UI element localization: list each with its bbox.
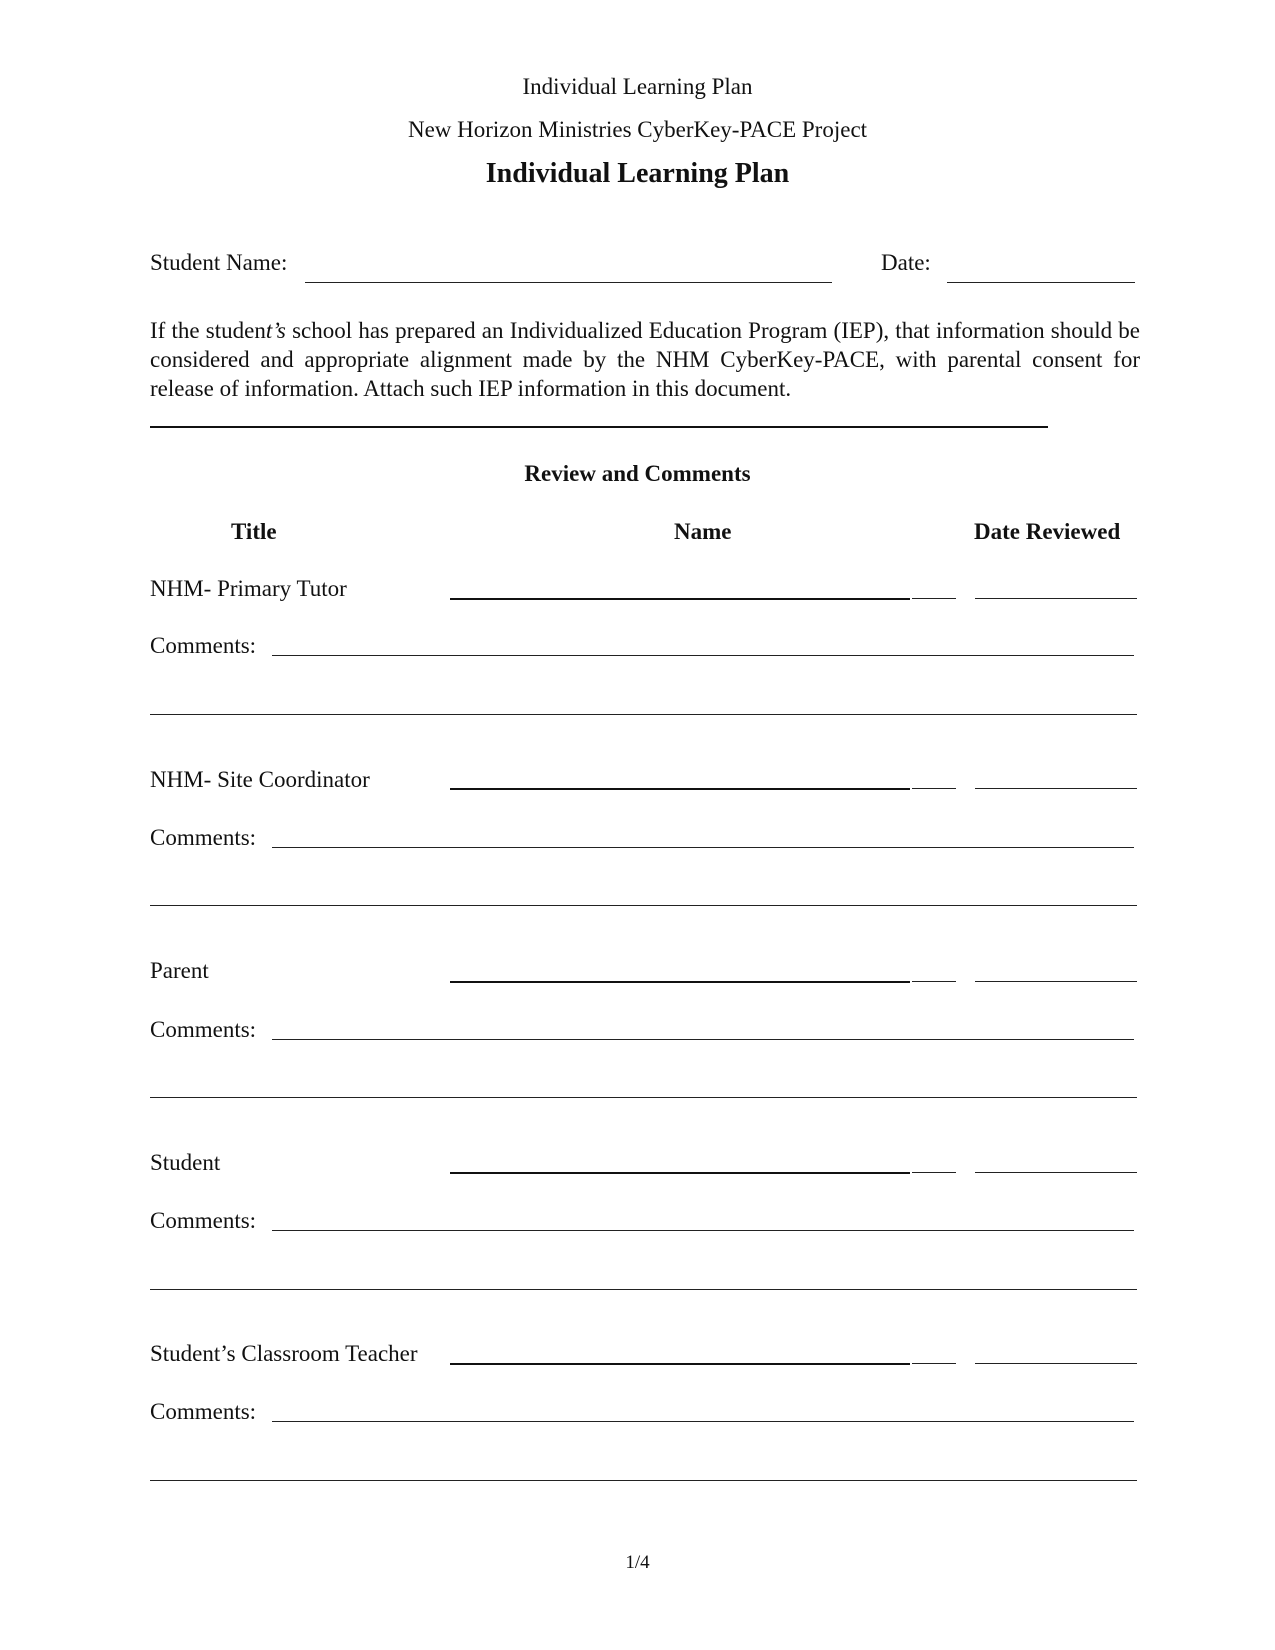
comments-label: Comments: [150, 633, 257, 658]
section-divider [150, 426, 1048, 428]
student-name-label: Student Name: [150, 250, 288, 275]
role-label: Student [150, 1150, 221, 1175]
reviewer-name-field[interactable] [450, 981, 910, 983]
comments-field-line-2[interactable] [150, 714, 1137, 715]
page-title: Individual Learning Plan [485, 158, 790, 189]
comments-field[interactable] [272, 655, 1134, 656]
date-reviewed-field[interactable] [975, 598, 1137, 599]
iep-paragraph-post: school has prepared an Individualized Education Program (IEP), that information should be considered and appropriate alignment made by the NHM CyberKey-PACE, with parental consent for release of information. Attach such IEP information in this document. [150, 318, 1140, 401]
comments-field[interactable] [272, 1039, 1134, 1040]
comments-label: Comments: [150, 825, 257, 850]
student-name-field[interactable] [305, 282, 832, 283]
reviewer-name-field-tail [912, 981, 956, 982]
comments-field[interactable] [272, 1421, 1134, 1422]
date-reviewed-field[interactable] [975, 981, 1137, 982]
comments-field-line-2[interactable] [150, 905, 1137, 906]
date-reviewed-field[interactable] [975, 788, 1137, 789]
reviewer-name-field[interactable] [450, 598, 910, 600]
iep-paragraph-italic: t’s [265, 318, 286, 343]
date-field[interactable] [947, 282, 1135, 283]
role-label: NHM- Site Coordinator [150, 767, 370, 792]
date-reviewed-field[interactable] [975, 1363, 1137, 1364]
reviewer-name-field[interactable] [450, 1172, 910, 1174]
header-line-1: Individual Learning Plan [522, 74, 753, 99]
role-label: Parent [150, 958, 209, 983]
column-title: Title [231, 519, 277, 544]
reviewer-name-field-tail [912, 1172, 956, 1173]
comments-label: Comments: [150, 1017, 257, 1042]
comments-field-line-2[interactable] [150, 1480, 1137, 1481]
comments-field[interactable] [272, 847, 1134, 848]
iep-paragraph-pre: If the studen [150, 318, 266, 343]
comments-field-line-2[interactable] [150, 1289, 1137, 1290]
reviewer-name-field[interactable] [450, 1363, 910, 1365]
comments-field-line-2[interactable] [150, 1097, 1137, 1098]
iep-paragraph [150, 316, 1140, 403]
comments-label: Comments: [150, 1208, 257, 1233]
reviewer-name-field-tail [912, 598, 956, 599]
role-label: NHM- Primary Tutor [150, 576, 347, 601]
header-line-2: New Horizon Ministries CyberKey-PACE Project [407, 117, 868, 142]
date-reviewed-field[interactable] [975, 1172, 1137, 1173]
date-label: Date: [881, 250, 931, 275]
role-label: Student’s Classroom Teacher [150, 1341, 418, 1366]
column-date-reviewed: Date Reviewed [974, 519, 1121, 544]
comments-label: Comments: [150, 1399, 257, 1424]
comments-field[interactable] [272, 1230, 1134, 1231]
reviewer-name-field[interactable] [450, 788, 910, 790]
review-heading: Review and Comments [524, 461, 751, 486]
reviewer-name-field-tail [912, 788, 956, 789]
column-name: Name [674, 519, 732, 544]
reviewer-name-field-tail [912, 1363, 956, 1364]
page-number: 1/4 [625, 1552, 650, 1573]
